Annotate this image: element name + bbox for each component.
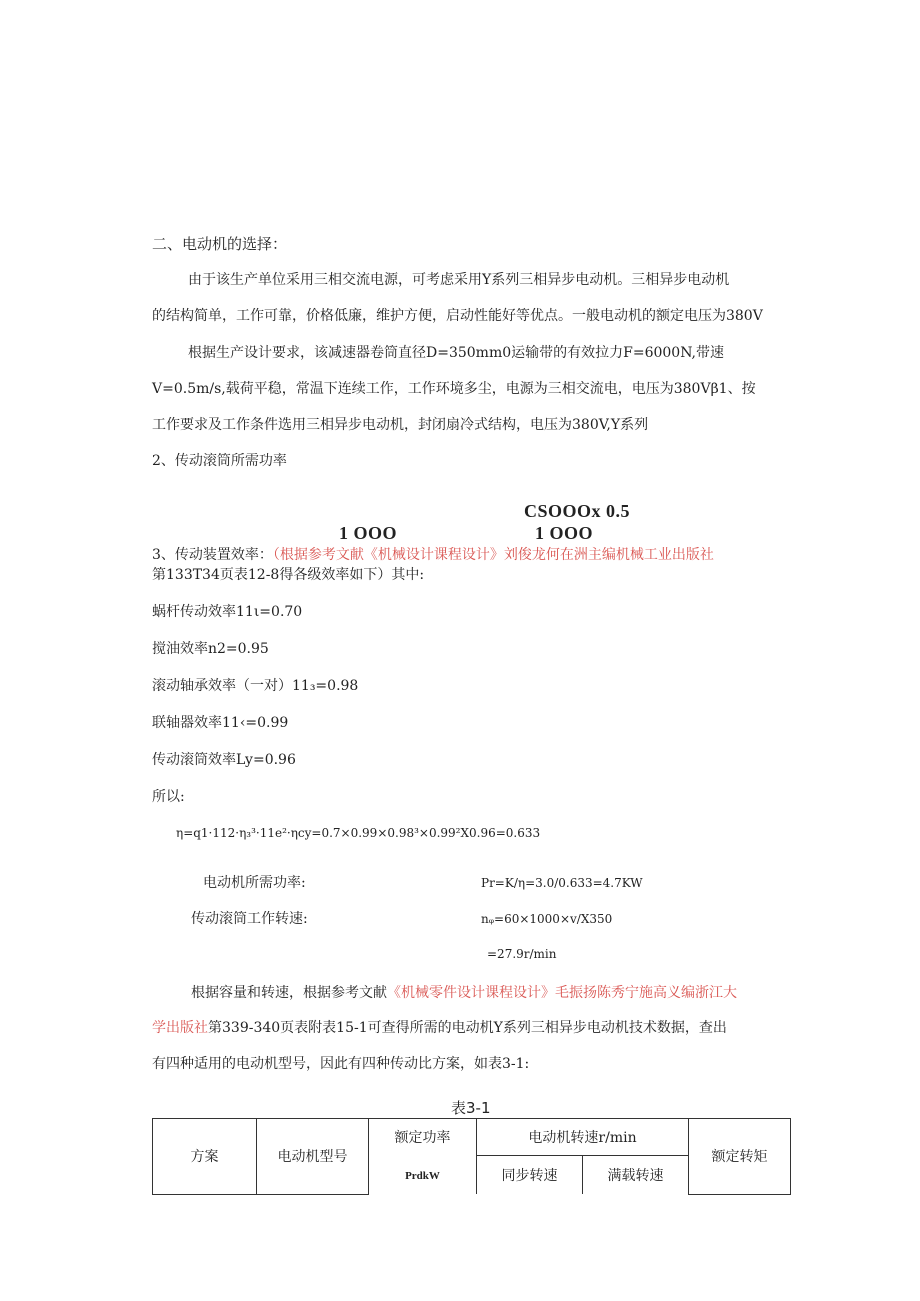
formula-denominator-left: 1 OOO — [339, 523, 398, 543]
drum-speed-label: 传动滚筒工作转速: — [191, 911, 308, 927]
motor-power-value: Pr=K/η=3.0/0.633=4.7KW — [481, 876, 643, 890]
header-scheme: 方案 — [153, 1119, 257, 1195]
intro-line-2: 的结构简单，工作可靠，价格低廉，维护方便，启动性能好等优点。一般电动机的额定电压为380V — [152, 308, 763, 324]
header-motor-speed: 电动机转速r/min — [477, 1119, 689, 1156]
motor-spec-table — [152, 1118, 791, 1195]
selection-reference-2: 学出版社 — [152, 1020, 208, 1036]
motor-power-label: 电动机所需功率: — [203, 875, 306, 891]
efficiency-worm: 蜗杆传动效率11ι=0.70 — [152, 604, 303, 620]
section-title: 二、电动机的选择： — [152, 235, 288, 253]
header-rated-power: 额定功率 — [369, 1119, 477, 1156]
step-3-prefix: 3、传动装置效率： — [152, 547, 273, 563]
step-3-line-1 — [152, 546, 714, 564]
therefore-label: 所以: — [152, 789, 185, 805]
selection-line-3: 有四种适用的电动机型号，因此有四种传动比方案，如表3-1: — [152, 1056, 530, 1072]
header-sync-speed: 同步转速 — [477, 1156, 583, 1195]
rated-power-unit-text: PrdkW — [405, 1169, 440, 1182]
efficiency-oil: 搅油效率n2=0.95 — [152, 641, 269, 657]
intro-line-1: 由于该生产单位采用三相交流电源，可考虑采用Y系列三相异步电动机。三相异步电动机 — [188, 272, 730, 288]
step-2-heading: 2、传动滚筒所需功率 — [152, 453, 287, 469]
selection-line-1 — [191, 984, 737, 1002]
drum-speed-result: =27.9r/min — [487, 947, 557, 961]
requirements-line-2: V=0.5m/s,载荷平稳，常温下连续工作，工作环境多尘，电源为三相交流电，电压为380Vβ1、按 — [152, 381, 756, 397]
efficiency-drum: 传动滚筒效率Ly=0.96 — [152, 752, 296, 768]
formula-denominator-right: 1 OOO — [535, 523, 594, 543]
efficiency-bearing: 滚动轴承效率（一对）11₃=0.98 — [152, 678, 359, 694]
step-3-line-2: 第133T34页表12-8得各级效率如下）其中: — [152, 567, 425, 583]
selection-reference-1: 《机械零件设计课程设计》毛振扬陈秀宁施高义编浙江大 — [387, 985, 737, 1001]
table-caption: 表3-1 — [451, 1099, 491, 1117]
header-rated-power-unit — [369, 1156, 477, 1195]
selection-line-2 — [152, 1019, 727, 1037]
drum-speed-value: nᵩ=60×1000×v/X350 — [481, 912, 613, 926]
formula-numerator: CSOOOx 0.5 — [524, 501, 631, 521]
efficiency-coupling: 联轴器效率11‹=0.99 — [152, 715, 289, 731]
requirements-line-1: 根据生产设计要求，该减速器卷筒直径D=350mm0运输带的有效拉力F=6000N,带速 — [188, 345, 725, 361]
table-header-row-1 — [153, 1119, 791, 1156]
header-motor-model: 电动机型号 — [257, 1119, 369, 1195]
requirements-line-3: 工作要求及工作条件选用三相异步电动机，封闭扇冷式结构，电压为380V,Y系列 — [152, 417, 649, 433]
selection-line-2-rest: 第339-340页表附表15-1可查得所需的电动机Y系列三相异步电动机技术数据，查出 — [208, 1020, 727, 1036]
header-rated-torque: 额定转矩 — [689, 1119, 791, 1195]
selection-lead: 根据容量和转速，根据参考文献 — [191, 985, 387, 1001]
step-3-reference: （根据参考文献《机械设计课程设计》刘俊龙何在洲主编机械工业出版社 — [272, 547, 714, 563]
eta-formula: η=q1·112·η₃³·11e²·ηcy=0.7×0.99×0.98³×0.99²X0.96=0.633 — [176, 826, 541, 840]
header-full-load-speed: 满载转速 — [583, 1156, 689, 1195]
